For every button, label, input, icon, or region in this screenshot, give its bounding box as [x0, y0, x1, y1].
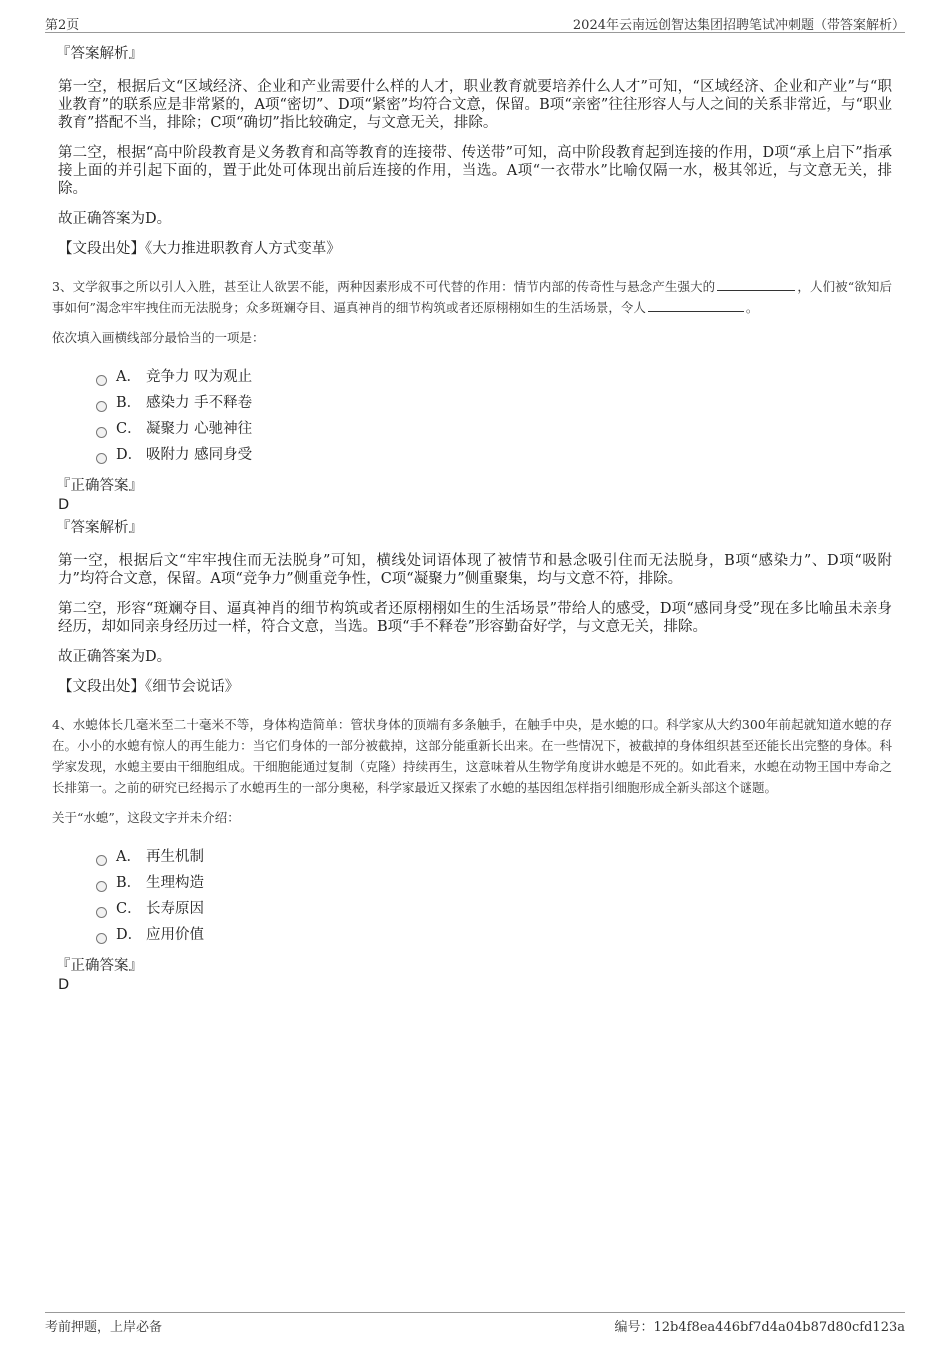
option-a[interactable]	[96, 364, 892, 390]
option-text: 竞争力 叹为观止	[146, 369, 253, 385]
question-3-stem	[52, 276, 892, 318]
correct-answer: D	[58, 497, 70, 513]
radio-icon[interactable]	[96, 855, 107, 866]
option-text: 长寿原因	[146, 901, 204, 917]
document-title: 2024年云南远创智达集团招聘笔试冲刺题（带答案解析）	[572, 18, 905, 33]
option-letter: B．	[116, 395, 142, 411]
question-4-options	[96, 844, 892, 948]
analysis-paragraph: 第一空，根据后文“区域经济、企业和产业需要什么样的人才，职业教育就要培养什么人才”可知，“区域经济、企业和产业”与“职业教育”的联系应是非常紧的，A项“密切”、D项“紧密”均符合文意，保留。B项“亲密”往往形容人与人之间的关系非常近，与“职业教育”搭配不当，排除；C项“确切”指比较确定，与文意无关，排除。	[58, 79, 892, 131]
radio-icon[interactable]	[96, 427, 107, 438]
radio-icon[interactable]	[96, 453, 107, 464]
page-content	[52, 44, 892, 998]
analysis-paragraph: 第二空，形容“斑斓夺目、逼真神肖的细节构筑或者还原栩栩如生的生活场景”带给人的感受，D项“感同身受”现在多比喻虽未亲身经历，却如同亲身经历过一样，符合文意，当选。B项“手不释卷”形容勤奋好学，与文意无关，排除。	[58, 601, 892, 635]
analysis-paragraph: 第二空，根据“高中阶段教育是义务教育和高等教育的连接带、传送带”可知，高中阶段教育起到连接的作用，D项“承上启下”指承接上面的并引起下面的，置于此处可体现出前后连接的作用，当选。A项“一衣带水”比喻仅隔一水，极其邻近，与文意无关，排除。	[58, 145, 892, 197]
question-3-text: ，人们被“欲知后事如何”渴念牢牢拽住而无法脱身；众多斑斓夺目、逼真神肖的细节构筑或者还原栩栩如生的生活场景，令人	[52, 279, 892, 315]
option-d[interactable]	[96, 922, 892, 948]
correct-answer-label: 『正确答案』	[56, 478, 143, 494]
radio-icon[interactable]	[96, 375, 107, 386]
correct-answer: D	[58, 977, 70, 993]
option-text: 生理构造	[146, 875, 204, 891]
option-text: 感染力 手不释卷	[146, 395, 253, 411]
option-d[interactable]	[96, 442, 892, 468]
option-text: 再生机制	[146, 849, 204, 865]
question-3-text: 。	[745, 300, 759, 315]
question-3-text: 3、文学叙事之所以引人入胜，甚至让人欲罢不能，两种因素形成不可代替的作用：情节内部的传奇性与悬念产生强大的	[52, 279, 716, 294]
correct-answer-label: 『正确答案』	[56, 958, 143, 974]
option-letter: A．	[116, 849, 141, 865]
option-c[interactable]	[96, 896, 892, 922]
page-header	[45, 12, 905, 33]
option-letter: D．	[116, 927, 143, 943]
option-text: 应用价值	[146, 927, 204, 943]
option-text: 吸附力 感同身受	[146, 447, 253, 463]
question-4-prompt: 关于“水螅”，这段文字并未介绍：	[52, 810, 240, 825]
option-text: 凝聚力 心驰神往	[146, 421, 253, 437]
page-footer	[45, 1312, 905, 1335]
option-b[interactable]	[96, 390, 892, 416]
footer-slogan: 考前押题，上岸必备	[45, 1320, 163, 1335]
analysis-label: 『答案解析』	[56, 520, 143, 536]
option-letter: C．	[116, 901, 142, 917]
analysis-paragraph: 故正确答案为D。	[58, 211, 172, 227]
analysis-paragraph: 第一空，根据后文“牢牢拽住而无法脱身”可知，横线处词语体现了被情节和悬念吸引住而无法脱身，B项“感染力”、D项“吸附力”均符合文意，保留。A项“竞争力”侧重竞争性，C项“凝聚力”侧重聚集，均与文意不符，排除。	[58, 553, 892, 587]
radio-icon[interactable]	[96, 907, 107, 918]
blank-line	[648, 299, 744, 312]
option-letter: C．	[116, 421, 142, 437]
analysis-label: 『答案解析』	[56, 46, 143, 62]
passage-source: 【文段出处】《大力推进职教育人方式变革》	[58, 241, 341, 257]
option-b[interactable]	[96, 870, 892, 896]
option-a[interactable]	[96, 844, 892, 870]
question-4-stem: 4、水螅体长几毫米至二十毫米不等，身体构造简单：管状身体的顶端有多条触手，在触手中央，是水螅的口。科学家从大约300年前起就知道水螅的存在。小小的水螅有惊人的再生能力：当它们身体的一部分被截掉，这部分能重新长出来。在一些情况下，被截掉的身体组织甚至还能长出完整的身体。科学家发现，水螅主要由干细胞组成。干细胞能通过复制（克隆）持续再生，这意味着从生物学角度讲水螅是不死的。如此看来，水螅在动物王国中寿命之长排第一。之前的研究已经揭示了水螅再生的一部分奥秘，科学家最近又探索了水螅的基因组怎样指引细胞形成全新头部这个谜题。	[52, 717, 892, 795]
question-3-options	[96, 364, 892, 468]
blank-line	[717, 278, 795, 291]
page-number: 第2页	[45, 18, 80, 33]
option-c[interactable]	[96, 416, 892, 442]
analysis-paragraph: 故正确答案为D。	[58, 649, 172, 665]
radio-icon[interactable]	[96, 933, 107, 944]
option-letter: A．	[116, 369, 141, 385]
radio-icon[interactable]	[96, 401, 107, 412]
document-id: 编号：12b4f8ea446bf7d4a04b87d80cfd123a	[614, 1320, 905, 1335]
option-letter: D．	[116, 447, 143, 463]
question-3-prompt: 依次填入画横线部分最恰当的一项是：	[52, 330, 265, 345]
option-letter: B．	[116, 875, 142, 891]
radio-icon[interactable]	[96, 881, 107, 892]
passage-source: 【文段出处】《细节会说话》	[58, 679, 240, 695]
